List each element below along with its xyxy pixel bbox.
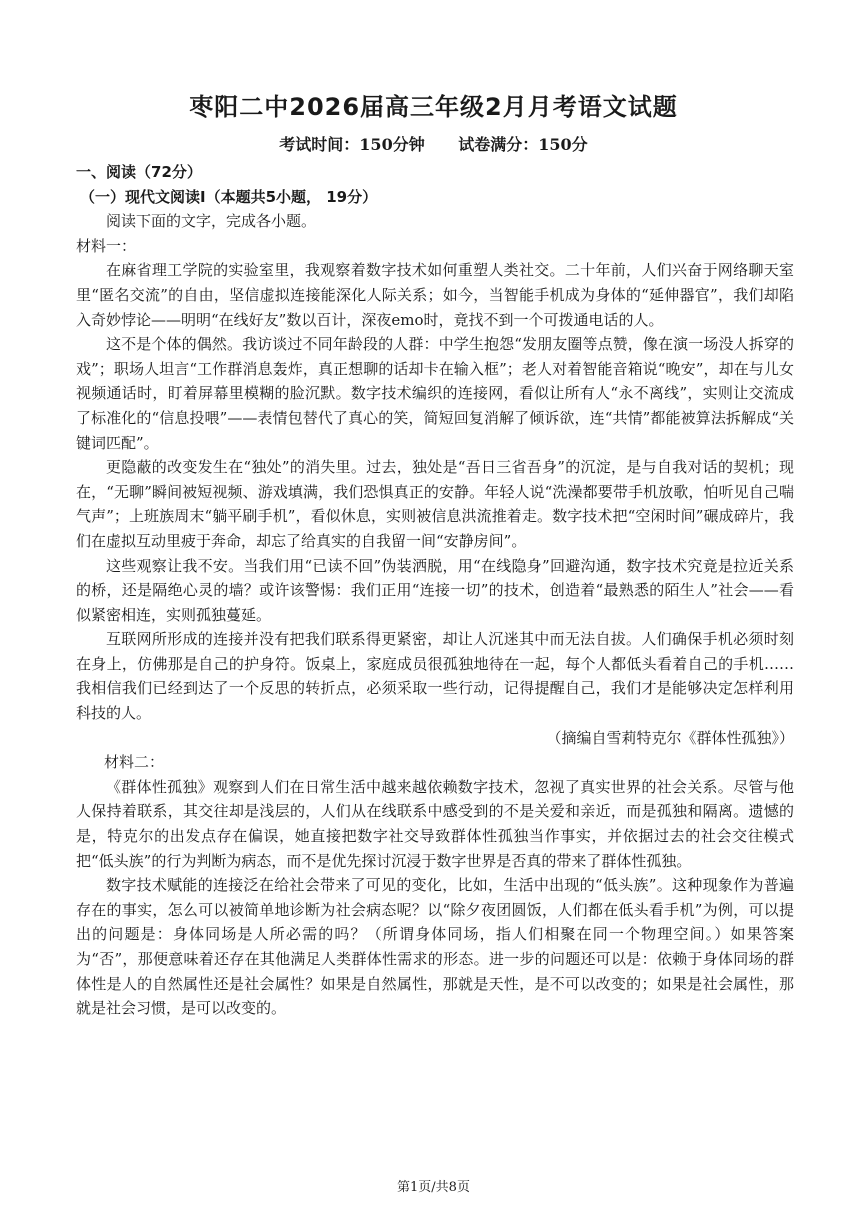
- material1-paragraph: 互联网所形成的连接并没有把我们联系得更紧密，却让人沉迷其中而无法自拔。人们确保手机必须时刻在身上，仿佛那是自己的护身符。饭桌上，家庭成员很孤独地待在一起，每个人都低头看着自己的手机……我相信我们已经到达了一个反思的转折点，必须采取一些行动，记得提醒自己，我们才是能够决定怎样利用科技的人。: [76, 630, 794, 723]
- material1-label: 材料一：: [76, 236, 137, 255]
- exam-score: 试卷满分：150分: [458, 135, 588, 154]
- material1-citation: （摘编自雪莉特克尔《群体性孤独》）: [546, 728, 794, 747]
- material2-paragraph: 《群体性孤独》观察到人们在日常生活中越来越依赖数字技术，忽视了真实世界的社会关系。尽管与他人保持着联系，其交往却是浅层的，人们从在线联系中感受到的不是关爱和亲近，而是孤独和隔离。遗憾的是，特克尔的出发点存在偏误，她直接把数字社交导致群体性孤独当作事实，并依据过去的社会交往模式把“低头族”的行为判断为病态，而不是优先探讨沉浸于数字世界是否真的带来了群体性孤独。: [76, 777, 794, 870]
- material2-label: 材料二：: [104, 753, 165, 772]
- material1-paragraph: 更隐蔽的改变发生在“独处”的消失里。过去，独处是“吾日三省吾身”的沉淀，是与自我对话的契机；现在，“无聊”瞬间被短视频、游戏填满，我们恐惧真正的安静。年轻人说“洗澡都要带手机放歌，怕听见自己喘气声”；上班族周末“躺平刷手机”，看似休息，实则被信息洪流推着走。数字技术把“空闲时间”碾成碎片，我们在虚拟互动里疲于奔命，却忘了给真实的自我留一间“安静房间”。: [76, 458, 794, 550]
- instruction-text: 阅读下面的文字，完成各小题。: [106, 212, 317, 231]
- section-heading: 一、阅读（72分）: [76, 163, 202, 181]
- exam-meta: [0, 132, 867, 155]
- material1-paragraph: 这些观察让我不安。当我们用“已读不回”伪装洒脱，用“在线隐身”回避沟通，数字技术究竟是拉近关系的桥，还是隔绝心灵的墙？或许该警惕：我们正用“连接一切”的技术，创造着“最熟悉的陌生人”社会——看似紧密相连，实则孤独蔓延。: [76, 556, 794, 624]
- exam-time: 考试时间：150分钟: [279, 135, 425, 154]
- section-subheading: （一）现代文阅读Ⅰ（本题共5小题， 19分）: [80, 187, 378, 206]
- material1-paragraph: 在麻省理工学院的实验室里，我观察着数字技术如何重塑人类社交。二十年前，人们兴奋于网络聊天室里“匿名交流”的自由，坚信虚拟连接能深化人际关系；如今，当智能手机成为身体的“延伸器官”，我们却陷入奇妙悖论——明明“在线好友”数以百计，深夜emo时，竟找不到一个可拨通电话的人。: [76, 261, 794, 329]
- exam-body: [76, 160, 794, 1021]
- exam-title: 枣阳二中2026届高三年级2月月考语文试题: [189, 93, 678, 121]
- material2-paragraph: 数字技术赋能的连接泛在给社会带来了可见的变化，比如，生活中出现的“低头族”。这种现象作为普遍存在的事实，怎么可以被简单地诊断为社会病态呢？以“除夕夜团圆饭，人们都在低头看手机”为例，可以提出的问题是：身体同场是人所必需的吗？（所谓身体同场，指人们相聚在同一个物理空间。）如果答案为“否”，那便意味着还存在其他满足人类群体性需求的形态。进一步的问题还可以是：依赖于身体同场的群体性是人的自然属性还是社会属性？如果是自然属性，那就是天性，是不可以改变的；如果是社会属性，那就是社会习惯，是可以改变的。: [76, 876, 794, 1018]
- material1-paragraph: 这不是个体的偶然。我访谈过不同年龄段的人群：中学生抱怨“发朋友圈等点赞，像在演一场没人拆穿的戏”；职场人坦言“工作群消息轰炸，真正想聊的话却卡在输入框”；老人对着智能音箱说“晚安”，却在与儿女视频通话时，盯着屏幕里模糊的脸沉默。数字技术编织的连接网，看似让所有人“永不离线”，实则让交流成了标准化的“信息投喂”——表情包替代了真心的笑，简短回复消解了倾诉欲，连“共情”都能被算法拆解成“关键词匹配”。: [76, 335, 794, 452]
- page-number: 第1页/共8页: [397, 1180, 470, 1195]
